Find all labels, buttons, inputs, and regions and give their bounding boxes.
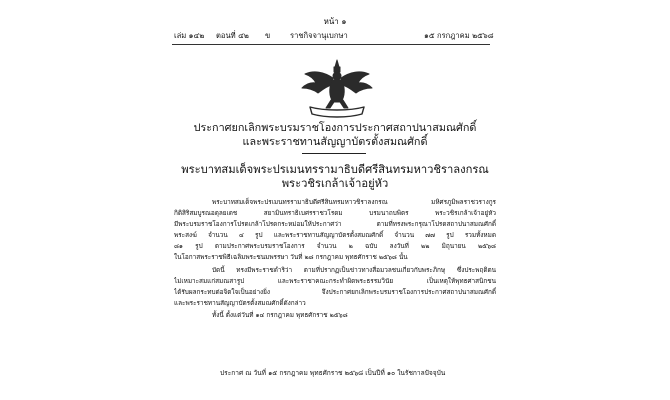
body-text-line: พระสงฆ์ จำนวน ๔ รูป และพระราชทานสัญญาบัตรตั้งสมณศักดิ์ จำนวน ๗๗ รูป รวมทั้งหมด [174,231,496,239]
issue-date: ๑๕ กรกฎาคม ๒๕๖๘ [424,31,494,40]
body-text-line: ๘๑ รูป ตามประกาศพระบรมราชโองการ จำนวน ๒ ฉบับ ลงวันที่ ๒๒ มิถุนายน ๒๕๖๘ [174,242,496,250]
publication-name: ราชกิจจานุเบกษา [290,31,348,40]
body-text-line: มีพระบรมราชโองการโปรดเกล้าโปรดกระหม่อมให้ประกาศว่า ตามที่ทรงพระกรุณาโปรดสถาปนาสมณศักดิ์ [174,220,496,228]
gazette-header [0,30,670,42]
royal-name-line-1: พระบาทสมเด็จพระปรเมนทรรามาธิบดีศรีสินทรมหาวชิราลงกรณ [181,163,489,176]
volume-label: เล่ม ๑๔๒ [174,31,205,40]
body-text-line: ในโอกาสพระราชพิธีเฉลิมพระชนมพรรษา วันที่ ๒๘ กรกฎาคม พุทธศักราช ๒๕๖๘ นั้น [174,253,408,261]
body-text-line: พระบาทสมเด็จพระปรเมนทรรามาธิบดีศรีสินทรมหาวชิราลงกรณ มหิศรภูมิพลราชวรางกูร [212,198,496,206]
body-text-line: ได้รับผลกระทบต่อจิตใจเป็นอย่างยิ่ง จึงประกาศยกเลิกพระบรมราชโองการประกาศสถาปนาสมณศักดิ์ [174,288,496,296]
body-text-line: ไม่เหมาะสมแก่สมณสารูป และพระราชาคณะกระทำผิดพระธรรมวินัย เป็นเหตุให้พุทธศาสนิกชน [174,277,496,285]
header-rule [172,44,490,45]
title-divider [302,153,366,154]
royal-name-line-2: พระวชิรเกล้าเจ้าอยู่หัว [281,177,389,190]
announcement-title-line-2: และพระราชทานสัญญาบัตรตั้งสมณศักดิ์ [242,135,428,148]
proclamation-date-line: ประกาศ ณ วันที่ ๑๕ กรกฎาคม พุทธศักราช ๒๕๖๘ เป็นปีที่ ๑๐ ในรัชกาลปัจจุบัน [220,369,446,377]
body-text-line: บัดนี้ ทรงมีพระราชดำริว่า ตามที่ปรากฏเป็นข่าวทางสื่อมวลชนเกี่ยวกับพระภิกษุ ซึ่งประพฤติตน [212,266,496,274]
section-label: ข [265,31,271,40]
body-text-line: ทั้งนี้ ตั้งแต่วันที่ ๑๔ กรกฎาคม พุทธศักราช ๒๕๖๘ [212,311,348,319]
garuda-emblem-icon [296,58,378,120]
issue-label: ตอนที่ ๔๒ [216,31,249,40]
announcement-title-line-1: ประกาศยกเลิกพระบรมราชโองการประกาศสถาปนาสมณศักดิ์ [193,121,477,134]
body-text-line: และพระราชทานสัญญาบัตรตั้งสมณศักดิ์ดังกล่าว [174,299,306,307]
body-text-line: กิติสิริสมบูรณอดุลยเดช สยามินทราธิเบศรราชวโรดม บรมนาถบพิตร พระวชิรเกล้าเจ้าอยู่หัว [174,209,496,217]
page-number: หน้า ๑ [323,17,347,26]
